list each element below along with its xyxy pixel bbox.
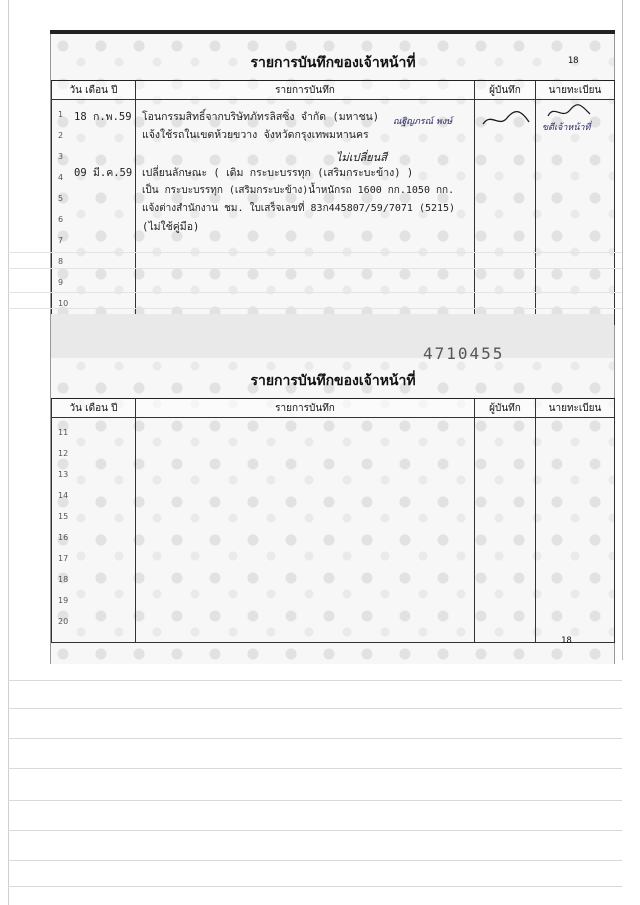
date-cell — [52, 100, 136, 325]
handwritten-note: ไม่เปลี่ยนสี — [336, 151, 387, 164]
registrar-cell — [536, 418, 615, 643]
header-registrar: นายทะเบียน — [536, 399, 615, 418]
header-date: วัน เดือน ปี — [52, 399, 136, 418]
date-cell — [52, 418, 136, 643]
line-number: 20 — [58, 617, 69, 626]
entry-cell — [136, 100, 475, 325]
registrar-stamp: ขตีเจ้าหน้าที่ — [542, 123, 591, 133]
entry-1-date: 18 ก.พ.59 — [74, 111, 132, 123]
line-number: 3 — [58, 152, 64, 161]
recorder-signature — [481, 108, 533, 130]
document-number: 4710455 — [423, 344, 505, 363]
entry-2-line-3: แจ้งต่างสำนักงาน ชม. ใบเสร็จเลขที่ 83ก445807/59/7071 (5215) — [142, 203, 456, 214]
line-number: 13 — [58, 470, 69, 479]
line-number: 17 — [58, 554, 69, 563]
header-recorder: ผู้บันทึก — [475, 399, 536, 418]
title-text: รายการบันทึกของเจ้าหน้าที่ — [250, 373, 416, 389]
entry-cell — [136, 418, 475, 643]
recorder-cell — [475, 418, 536, 643]
line-number: 18 — [58, 575, 69, 584]
header-date: วัน เดือน ปี — [52, 81, 136, 100]
registrar-signature — [546, 102, 594, 122]
line-number: 14 — [58, 491, 69, 500]
entry-2-date: 09 มี.ค.59 — [74, 167, 133, 179]
line-number: 15 — [58, 512, 69, 521]
entry-1-line-1: โอนกรรมสิทธิ์จากบริษัทภัทรลิสซิ่ง จำกัด (มหาชน) — [142, 111, 380, 123]
line-number: 12 — [58, 449, 69, 458]
entry-2-line-2: เป็น กระบะบรรทุก (เสริมกระบะข้าง)น้ำหนักรถ 1600 กก.1050 กก. — [142, 185, 455, 196]
header-registrar: นายทะเบียน — [536, 81, 615, 100]
title-text: รายการบันทึกของเจ้าหน้าที่ — [250, 55, 416, 71]
line-number: 4 — [58, 173, 64, 182]
line-number: 1 — [58, 110, 64, 119]
line-numbers-top — [58, 104, 68, 314]
line-number: 7 — [58, 236, 64, 245]
line-numbers-bottom — [58, 422, 68, 632]
line-number: 2 — [58, 131, 64, 140]
line-number: 8 — [58, 257, 64, 266]
recorder-stamp: ณฐิญภรณ์ พงษ์ — [393, 117, 453, 127]
entry-2-line-1: เปลี่ยนลักษณะ ( เดิม กระบะบรรทุก (เสริมกระบะข้าง) ) — [142, 167, 414, 179]
line-number: 16 — [58, 533, 69, 542]
header-entry: รายการบันทึก — [136, 399, 475, 418]
page-edge-right — [622, 0, 623, 660]
header-entry: รายการบันทึก — [136, 81, 475, 100]
line-number: 9 — [58, 278, 64, 287]
line-number: 10 — [58, 299, 69, 308]
line-number: 19 — [58, 596, 69, 605]
recorder-cell — [393, 100, 536, 325]
ruled-paper-lines — [8, 660, 622, 905]
officer-record-table-bottom — [51, 352, 615, 643]
table-title-top — [52, 34, 615, 81]
entry-1-line-2: แจ้งใช้รถในเขตห้วยขวาง จังหวัดกรุงเทพมหานคร — [142, 129, 369, 141]
header-recorder: ผู้บันทึก — [475, 81, 536, 100]
entry-2-line-4: (ไม่ใช้คู่มือ) — [142, 221, 200, 233]
officer-record-table-top — [51, 34, 615, 325]
line-number: 5 — [58, 194, 64, 203]
sheet-number: 18 — [567, 56, 579, 66]
table-title-bottom — [52, 352, 615, 399]
line-number: 11 — [58, 428, 69, 437]
registration-form — [50, 34, 615, 664]
line-number: 6 — [58, 215, 64, 224]
registrar-cell — [536, 100, 615, 325]
footer-number: 18 — [561, 636, 572, 646]
